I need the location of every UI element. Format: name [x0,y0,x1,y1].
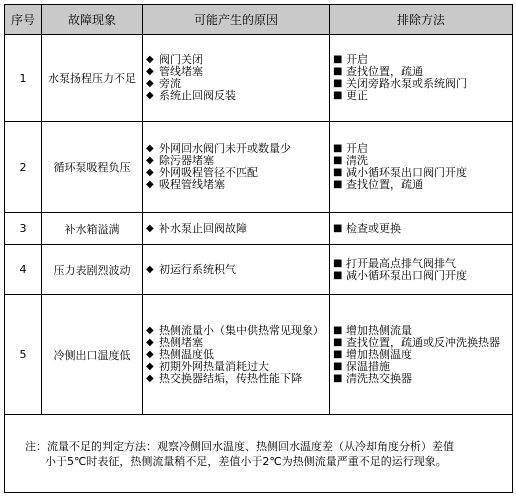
method-item: ■ 开启 [333,142,368,155]
cause-item: ◆ 外网吸程管径不匹配 [146,166,258,179]
square-icon: ■ [333,360,343,372]
cause-item: ◆ 吸程管线堵塞 [146,178,225,191]
table-row [5,245,513,295]
row-causes [143,35,330,122]
cause-item: ◆ 旁流 [146,77,181,90]
method-item: ■ 清洗 [333,154,368,167]
cause-item: ◆ 外网回水阀门未开或数量少 [146,142,291,155]
method-item: ■ 查找位置，疏通 [333,65,423,78]
row-symptom: 补水箱溢满 [42,213,143,245]
row-number: 4 [5,245,42,295]
method-item: ■ 清洗热交换器 [333,371,412,385]
method-item: ■ 查找位置，疏通或反冲洗换热器 [333,335,500,349]
method-item: ■ 更正 [333,89,368,102]
cause-item: ◆ 热交换器结垢，传热性能下降 [146,371,302,385]
header-no: 序号 [5,5,42,35]
method-item: ■ 增加热侧温度 [333,347,412,361]
square-icon: ■ [333,143,343,154]
diamond-icon: ◆ [146,66,154,77]
cause-item: ◆ 除污器堵塞 [146,154,214,167]
diamond-icon: ◆ [146,324,154,336]
diamond-icon: ◆ [146,143,154,154]
square-icon: ■ [333,179,343,190]
note-line-2: 小于5℃时表征，热侧流量稍不足，差值小于2℃为热侧流量严重不足的运行现象。 [45,454,447,468]
square-icon: ■ [333,372,343,384]
row-number: 3 [5,213,42,245]
method-item: ■ 减小循环泵出口阀门开度 [333,268,467,282]
method-item: ■ 检查或更换 [333,221,401,235]
row-symptom: 压力表剧烈波动 [42,245,143,295]
note-cell [5,415,513,493]
square-icon: ■ [333,222,343,234]
row-symptom: 冷侧出口温度低 [42,295,143,415]
row-symptom: 水泵扬程压力不足 [42,35,143,122]
cause-item: ◆ 阀门关闭 [146,53,203,66]
diamond-icon: ◆ [146,155,154,166]
row-methods [330,295,513,415]
cause-item: ◆ 热侧流量小（集中供热常见现象） [146,323,324,337]
table-row [5,213,513,245]
row-symptom: 循环泵吸程负压 [42,122,143,213]
row-methods [330,122,513,213]
square-icon: ■ [333,167,343,178]
table-row [5,35,513,122]
table-row [5,295,513,415]
method-item: ■ 查找位置，疏通 [333,178,423,191]
diamond-icon: ◆ [146,360,154,372]
method-item: ■ 开启 [333,53,368,66]
method-item: ■ 关闭旁路水泵或系统阀门 [333,77,467,90]
header-causes: 可能产生的原因 [143,5,330,35]
note-line-1: 注：流量不足的判定方法：观察冷侧回水温度、热侧回水温度差（从冷却角度分析）差值 [25,439,454,453]
row-number: 1 [5,35,42,122]
table-row [5,122,513,213]
square-icon: ■ [333,324,343,336]
diamond-icon: ◆ [146,167,154,178]
square-icon: ■ [333,78,343,89]
square-icon: ■ [333,269,343,281]
cause-item: ◆ 系统止回阀反装 [146,89,236,102]
cause-item: ◆ 热侧堵塞 [146,335,203,349]
row-causes [143,295,330,415]
row-number: 2 [5,122,42,213]
diamond-icon: ◆ [146,263,154,275]
header-methods: 排除方法 [330,5,513,35]
method-item: ■ 减小循环泵出口阀门开度 [333,166,467,179]
header-row [5,5,513,35]
square-icon: ■ [333,257,343,269]
row-methods [330,245,513,295]
diamond-icon: ◆ [146,179,154,190]
diamond-icon: ◆ [146,90,154,101]
cause-item: ◆ 热侧温度低 [146,347,214,361]
diamond-icon: ◆ [146,222,154,234]
row-causes [143,245,330,295]
square-icon: ■ [333,348,343,360]
diamond-icon: ◆ [146,78,154,89]
cause-item: ◆ 管线堵塞 [146,65,203,78]
diamond-icon: ◆ [146,348,154,360]
square-icon: ■ [333,90,343,101]
diamond-icon: ◆ [146,54,154,65]
method-item: ■ 保温措施 [333,359,390,373]
square-icon: ■ [333,155,343,166]
method-item: ■ 增加热侧流量 [333,323,412,337]
note-row [5,415,513,493]
cause-item: ◆ 初运行系统积气 [146,262,236,276]
diamond-icon: ◆ [146,372,154,384]
row-number: 5 [5,295,42,415]
square-icon: ■ [333,54,343,65]
row-causes [143,122,330,213]
diamond-icon: ◆ [146,336,154,348]
fault-table [4,4,513,493]
row-methods [330,35,513,122]
header-symptom: 故障现象 [42,5,143,35]
square-icon: ■ [333,336,343,348]
row-methods [330,213,513,245]
method-item: ■ 打开最高点排气阀排气 [333,256,456,270]
square-icon: ■ [333,66,343,77]
row-causes [143,213,330,245]
cause-item: ◆ 补水泵止回阀故障 [146,221,247,235]
cause-item: ◆ 初期外网热量消耗过大 [146,359,269,373]
